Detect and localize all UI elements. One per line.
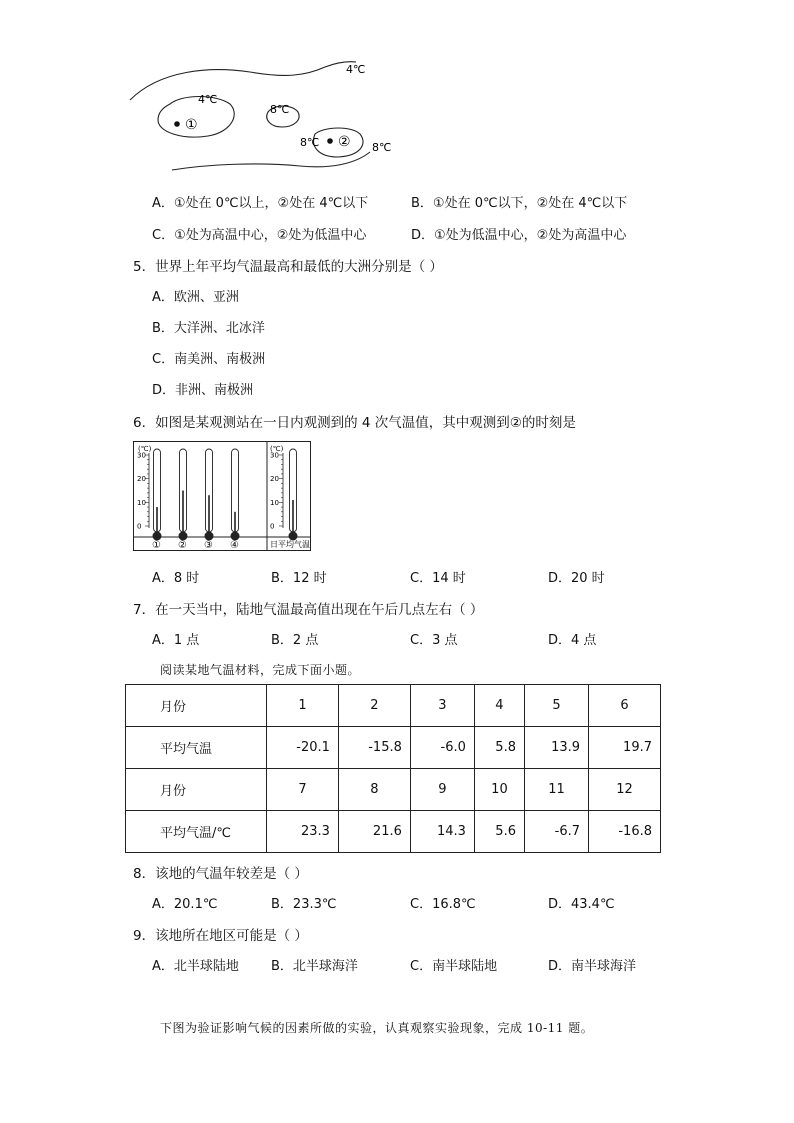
- table-cell: 8: [338, 769, 410, 811]
- q4-option-d[interactable]: D．①处为低温中心，②处为高温中心: [411, 228, 627, 243]
- q5-option-c[interactable]: C．南美洲、南极洲: [152, 352, 266, 367]
- tick-label: 0: [270, 522, 275, 531]
- thermo-label-3: ③: [204, 540, 213, 551]
- q5-stem: 5．世界上年平均气温最高和最低的大洲分别是（ ）: [133, 259, 443, 275]
- reading-note: 阅读某地气温材料，完成下面小题。: [160, 663, 361, 677]
- isotherm-4c-outer: [130, 62, 356, 100]
- table-cell: 6: [589, 685, 661, 727]
- thermo-label-1: ①: [152, 540, 161, 551]
- thermometers: [153, 449, 240, 541]
- experiment-note: 下图为验证影响气候的因素所做的实验，认真观察实验现象，完成 10-11 题。: [160, 1021, 594, 1035]
- table-cell: -6.0: [410, 727, 474, 769]
- thermo-label-2: ②: [178, 540, 187, 551]
- table-cell: 月份: [126, 685, 267, 727]
- table-cell: 平均气温/℃: [126, 811, 267, 853]
- q8-option-d[interactable]: D．43.4℃: [548, 897, 615, 912]
- point-2-label: ②: [338, 134, 351, 150]
- q5-option-d[interactable]: D．非洲、南极洲: [152, 383, 254, 398]
- tick-label: 10: [270, 498, 279, 507]
- thermo-label-4: ④: [230, 540, 239, 551]
- scale-right: [270, 452, 283, 531]
- table-row: [126, 727, 661, 769]
- table-cell: 5: [524, 685, 588, 727]
- q7-option-a[interactable]: A．1 点: [152, 633, 200, 648]
- q5-option-a[interactable]: A．欧洲、亚洲: [152, 290, 239, 305]
- tick-label: 30: [137, 451, 146, 460]
- q7-option-c[interactable]: C．3 点: [410, 633, 458, 648]
- table-cell: 2: [338, 685, 410, 727]
- q4-option-c[interactable]: C．①处为高温中心，②处为低温中心: [152, 228, 367, 243]
- label-8c-lower: 8℃: [372, 141, 392, 154]
- q9-stem: 9．该地所在地区可能是（ ）: [133, 928, 308, 944]
- average-thermometer: [289, 449, 298, 541]
- q9-option-d[interactable]: D．南半球海洋: [548, 959, 637, 974]
- table-cell: -20.1: [267, 727, 339, 769]
- table-cell: 11: [524, 769, 588, 811]
- table-cell: 5.8: [474, 727, 524, 769]
- table-cell: 19.7: [589, 727, 661, 769]
- q4-option-a[interactable]: A．①处在 0℃以上，②处在 4℃以下: [152, 196, 369, 211]
- table-row: [126, 685, 661, 727]
- table-cell: 3: [410, 685, 474, 727]
- table-cell: 23.3: [267, 811, 339, 853]
- q4-option-b[interactable]: B．①处在 0℃以下，②处在 4℃以下: [411, 196, 628, 211]
- table-cell: 13.9: [524, 727, 588, 769]
- q7-option-b[interactable]: B．2 点: [271, 633, 319, 648]
- point-1-dot: [174, 121, 180, 127]
- table-cell: 14.3: [410, 811, 474, 853]
- q9-option-c[interactable]: C．南半球陆地: [410, 959, 498, 974]
- label-4c-closed: 4℃: [198, 93, 218, 106]
- table-cell: 9: [410, 769, 474, 811]
- table-row: [126, 811, 661, 853]
- isotherm-map: [120, 52, 420, 187]
- q7-stem: 7．在一天当中，陆地气温最高值出现在午后几点左右（ ）: [133, 602, 484, 618]
- q8-option-a[interactable]: A．20.1℃: [152, 897, 218, 912]
- point-1-label: ①: [185, 117, 198, 133]
- tick-label: 0: [137, 522, 142, 531]
- q8-option-b[interactable]: B．23.3℃: [271, 897, 337, 912]
- scale-left: [137, 452, 149, 531]
- table-row: [126, 769, 661, 811]
- temperature-table: [125, 684, 661, 853]
- q7-option-d[interactable]: D．4 点: [548, 633, 597, 648]
- table-cell: 平均气温: [126, 727, 267, 769]
- tick-label: 30: [270, 451, 279, 460]
- table-cell: 1: [267, 685, 339, 727]
- q6-option-b[interactable]: B．12 时: [271, 571, 327, 586]
- q8-option-c[interactable]: C．16.8℃: [410, 897, 476, 912]
- unit-label-right: (℃): [270, 445, 284, 453]
- q6-option-a[interactable]: A．8 时: [152, 571, 200, 586]
- table-cell: -16.8: [589, 811, 661, 853]
- q9-option-a[interactable]: A．北半球陆地: [152, 959, 239, 974]
- isotherm-8c-lower: [172, 152, 370, 170]
- tick-label: 20: [270, 475, 279, 484]
- table-cell: 4: [474, 685, 524, 727]
- thermometer-figure: [133, 441, 311, 551]
- table-cell: -6.7: [524, 811, 588, 853]
- table-cell: 5.6: [474, 811, 524, 853]
- q6-option-c[interactable]: C．14 时: [410, 571, 466, 586]
- table-cell: 月份: [126, 769, 267, 811]
- table-cell: -15.8: [338, 727, 410, 769]
- q6-stem: 6．如图是某观测站在一日内观测到的 4 次气温值，其中观测到②的时刻是: [133, 415, 576, 431]
- table-cell: 10: [474, 769, 524, 811]
- average-label: 日平均气温: [270, 540, 310, 549]
- q5-option-b[interactable]: B．大洋洲、北冰洋: [152, 321, 265, 336]
- table-cell: 21.6: [338, 811, 410, 853]
- tick-label: 10: [137, 498, 146, 507]
- table-cell: 7: [267, 769, 339, 811]
- q6-option-d[interactable]: D．20 时: [548, 571, 605, 586]
- q8-stem: 8．该地的气温年较差是（ ）: [133, 866, 308, 882]
- table-cell: 12: [589, 769, 661, 811]
- label-4c-outer: 4℃: [346, 63, 366, 76]
- label-8c-closed: 8℃: [300, 136, 320, 149]
- point-2-dot: [327, 138, 333, 144]
- unit-label-left: (℃): [138, 445, 152, 453]
- label-8c-small: 8℃: [270, 103, 290, 116]
- tick-label: 20: [137, 475, 146, 484]
- q9-option-b[interactable]: B．北半球海洋: [271, 959, 358, 974]
